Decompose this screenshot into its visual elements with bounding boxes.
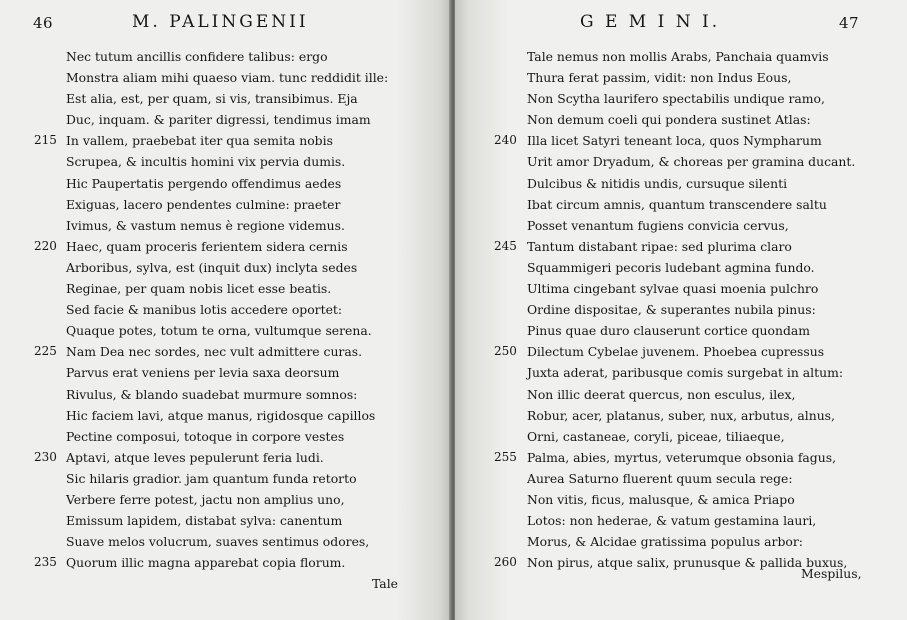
verse-text: Haec, quam proceris ferientem sidera cernis — [66, 238, 348, 254]
verse-line — [34, 130, 388, 151]
left-running-head: M. PALINGENII — [132, 12, 309, 32]
verse-line — [494, 236, 855, 257]
verse-text: In vallem, praebebat iter qua semita nobis — [66, 133, 333, 149]
verse-text: Nec tutum ancillis confidere talibus: ergo — [66, 49, 328, 64]
verse-line — [527, 67, 855, 88]
verse-text: Non illic deerat quercus, non esculus, ilex, — [527, 386, 796, 402]
verse-line — [66, 320, 388, 341]
verse-line — [527, 215, 855, 236]
line-number: 250 — [494, 344, 517, 359]
verse-line — [66, 67, 388, 88]
verse-line — [66, 299, 388, 320]
right-page — [455, 0, 907, 620]
left-text-block — [34, 46, 389, 573]
verse-text: Duc, inquam. & pariter digressi, tendimus imam — [66, 112, 371, 128]
verse-line — [34, 236, 388, 257]
line-number: 240 — [494, 133, 517, 148]
verse-line — [66, 405, 388, 426]
verse-text: Ivimus, & vastum nemus è regione videmus. — [66, 217, 345, 233]
verse-text: Est alia, est, per quam, si vis, transibimus. Eja — [66, 91, 358, 107]
verse-text: Nam Dea nec sordes, nec vult admittere curas. — [66, 344, 363, 360]
verse-line — [66, 468, 388, 489]
left-catchword: Tale — [372, 576, 398, 591]
verse-text: Parvus erat veniens per levia saxa deorsum — [66, 365, 340, 381]
verse-line — [494, 130, 855, 151]
verse-text: Exiguas, lacero pendentes culmine: praeter — [66, 196, 341, 212]
verse-text: Ibat circum amnis, quantum transcendere saltu — [527, 196, 827, 212]
left-folio: 46 — [33, 14, 54, 32]
verse-text: Pectine composui, totoque in corpore vestes — [66, 428, 345, 444]
verse-line — [66, 151, 388, 172]
verse-line — [66, 531, 388, 552]
verse-text: Aurea Saturno fluerent quum secula rege: — [527, 470, 793, 486]
verse-line — [527, 278, 855, 299]
verse-line — [527, 151, 855, 172]
verse-text: Tale nemus non mollis Arabs, Panchaia quamvis — [527, 49, 829, 64]
verse-text: Thura ferat passim, vidit: non Indus Eous, — [527, 70, 792, 86]
verse-line — [66, 215, 388, 236]
verse-text: Posset venantum fugiens convicia cervus, — [527, 217, 789, 233]
verse-text: Verbere ferre potest, jactu non amplius uno, — [66, 491, 345, 507]
verse-text: Orni, castaneae, coryli, piceae, tiliaeque, — [527, 428, 785, 444]
verse-line — [527, 320, 855, 341]
verse-text: Palma, abies, myrtus, veterumque obsonia fagus, — [527, 449, 837, 465]
verse-line — [66, 278, 388, 299]
verse-text: Non pirus, atque salix, prunusque & pallida buxus, — [527, 555, 848, 571]
verse-line — [34, 341, 388, 362]
line-number: 225 — [34, 344, 57, 359]
verse-line — [494, 341, 855, 362]
verse-line — [66, 46, 388, 67]
line-number: 255 — [494, 449, 517, 464]
verse-text: Reginae, per quam nobis licet esse beatis. — [66, 281, 332, 297]
verse-text: Dulcibus & nitidis undis, cursuque silenti — [527, 175, 788, 191]
verse-line — [494, 447, 855, 468]
right-running-head: G E M I N I. — [580, 12, 721, 32]
verse-line — [66, 510, 388, 531]
verse-text: Monstra aliam mihi quaeso viam. tunc reddidit ille: — [66, 70, 389, 86]
right-catchword: Mespilus, — [801, 566, 862, 581]
verse-text: Hic faciem lavi, atque manus, rigidosque capillos — [66, 407, 376, 423]
verse-line — [527, 426, 855, 447]
verse-line — [66, 362, 388, 383]
line-number: 235 — [34, 555, 57, 570]
verse-text: Ultima cingebant sylvae quasi moenia pulchro — [527, 281, 819, 297]
verse-line — [527, 510, 855, 531]
verse-text: Suave melos volucrum, suaves sentimus odores, — [66, 534, 370, 550]
verse-text: Lotos: non hederae, & vatum gestamina lauri, — [527, 513, 817, 529]
verse-text: Robur, acer, platanus, suber, nux, arbutus, alnus, — [527, 407, 835, 423]
left-page — [0, 0, 452, 620]
verse-text: Arboribus, sylva, est (inquit dux) inclyta sedes — [66, 259, 358, 275]
line-number: 215 — [34, 133, 57, 148]
verse-text: Non demum coeli qui pondera sustinet Atlas: — [527, 112, 811, 128]
verse-text: Tantum distabant ripae: sed plurima claro — [527, 238, 792, 254]
right-folio: 47 — [839, 14, 860, 32]
verse-line — [527, 257, 855, 278]
verse-line — [527, 194, 855, 215]
verse-line — [66, 489, 388, 510]
verse-text: Emissum lapidem, distabat sylva: canentum — [66, 513, 343, 529]
line-number: 230 — [34, 449, 57, 464]
line-number: 260 — [494, 555, 517, 570]
line-number: 220 — [34, 238, 57, 253]
verse-line — [527, 489, 855, 510]
verse-text: Scrupea, & incultis homini vix pervia dumis. — [66, 154, 346, 170]
verse-line — [527, 109, 855, 130]
verse-line — [66, 384, 388, 405]
verse-text: Quorum illic magna apparebat copia florum. — [66, 555, 346, 571]
verse-text: Rivulus, & blando suadebat murmure somnos: — [66, 386, 358, 402]
right-text-block — [494, 46, 856, 573]
verse-line — [66, 194, 388, 215]
verse-text: Sed facie & manibus lotis accedere oportet: — [66, 302, 343, 318]
verse-text: Dilectum Cybelae juvenem. Phoebea cupressus — [527, 344, 825, 360]
verse-text: Morus, & Alcidae gratissima populus arbor: — [527, 534, 803, 550]
verse-text: Aptavi, atque leves pepulerunt feria ludi. — [66, 449, 324, 465]
verse-line — [34, 447, 388, 468]
verse-text: Illa licet Satyri teneant loca, quos Nympharum — [527, 133, 822, 149]
verse-line — [527, 531, 855, 552]
verse-line — [66, 426, 388, 447]
verse-line — [527, 384, 855, 405]
verse-line — [527, 173, 855, 194]
verse-text: Quaque potes, totum te orna, vultumque serena. — [66, 323, 372, 339]
line-number: 245 — [494, 238, 517, 253]
verse-line — [66, 88, 388, 109]
verse-line — [527, 46, 855, 67]
verse-line — [527, 362, 855, 383]
verse-text: Non Scytha laurifero spectabilis undique ramo, — [527, 91, 825, 107]
verse-text: Urit amor Dryadum, & choreas per gramina ducant. — [527, 154, 856, 170]
verse-line — [527, 405, 855, 426]
verse-line — [527, 468, 855, 489]
verse-line — [66, 109, 388, 130]
verse-text: Ordine dispositae, & superantes nubila pinus: — [527, 302, 816, 318]
verse-line — [527, 88, 855, 109]
verse-text: Pinus quae duro clauserunt cortice quondam — [527, 323, 811, 339]
verse-line — [66, 173, 388, 194]
verse-line — [66, 257, 388, 278]
verse-text: Sic hilaris gradior. jam quantum funda retorto — [66, 470, 357, 486]
verse-text: Non vitis, ficus, malusque, & amica Priapo — [527, 491, 795, 507]
verse-text: Hic Paupertatis pergendo offendimus aedes — [66, 175, 342, 191]
verse-text: Juxta aderat, paribusque comis surgebat in altum: — [527, 365, 844, 381]
verse-text: Squammigeri pecoris ludebant agmina fundo. — [527, 259, 815, 275]
verse-line — [34, 552, 388, 573]
verse-line — [527, 299, 855, 320]
